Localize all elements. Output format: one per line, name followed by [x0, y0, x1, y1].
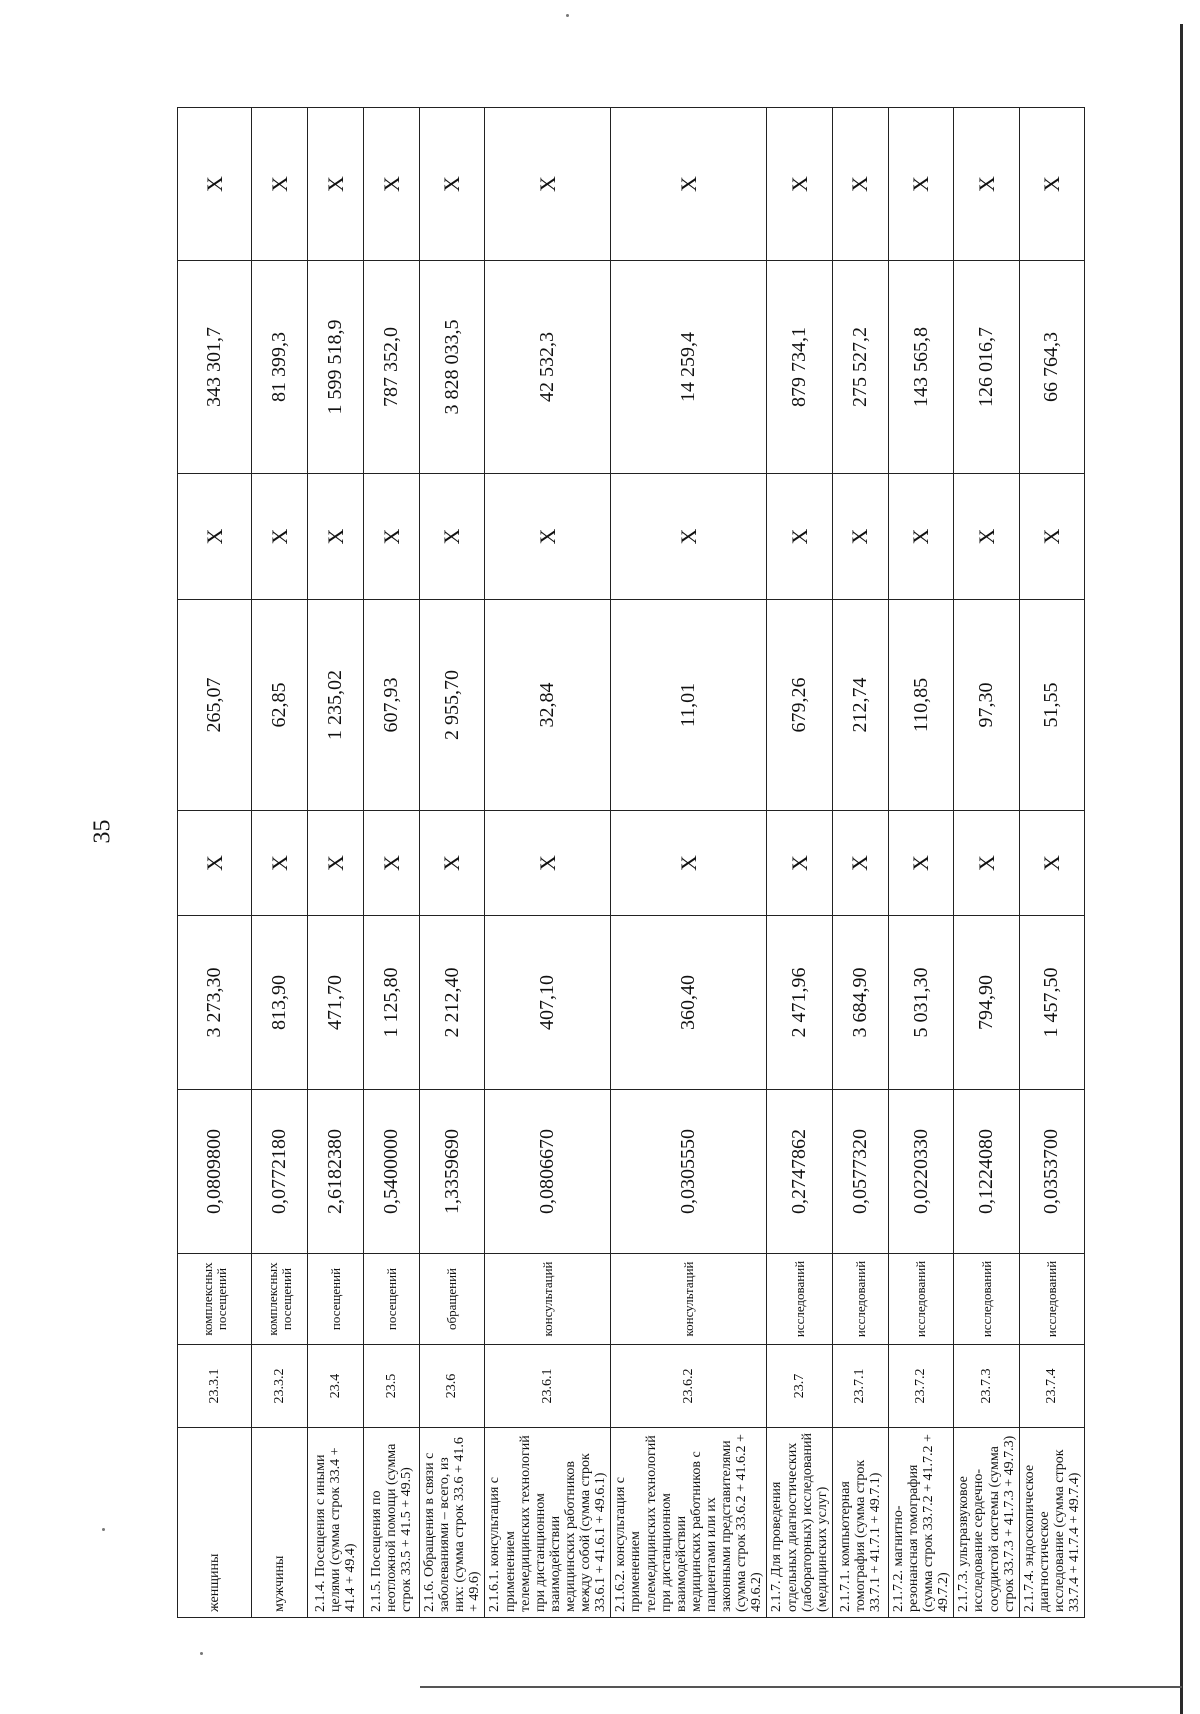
scan-speck — [102, 1528, 105, 1531]
row-name-cell: 2.1.7.1. компьютерная томография (сумма строк 33.7.1 + 41.7.1 + 49.7.1) — [832, 1428, 888, 1618]
na-mark-cell: Х — [888, 108, 953, 261]
na-mark-cell: Х — [832, 108, 888, 261]
table-row — [364, 108, 420, 1618]
na-mark-cell: Х — [308, 108, 364, 261]
row-code-cell: 23.5 — [364, 1345, 420, 1428]
na-mark-cell: Х — [485, 811, 611, 916]
per-capita-value-cell: 1 235,02 — [308, 600, 364, 811]
norm-value-cell: 0,1224080 — [954, 1090, 1019, 1254]
row-unit-cell: исследований — [888, 1254, 953, 1345]
row-name-cell: женщины — [178, 1428, 252, 1618]
norm-value-cell: 0,0305550 — [611, 1090, 767, 1254]
total-value-cell: 143 565,8 — [888, 261, 953, 474]
cost-value-cell: 3 273,30 — [178, 916, 252, 1090]
na-mark-cell: Х — [611, 108, 767, 261]
row-code-cell: 23.6.2 — [611, 1345, 767, 1428]
scan-edge-bottom — [420, 1686, 1182, 1688]
per-capita-value-cell: 97,30 — [954, 600, 1019, 811]
total-value-cell: 81 399,3 — [252, 261, 308, 474]
table-body — [178, 108, 1085, 1618]
per-capita-value-cell: 2 955,70 — [420, 600, 485, 811]
cost-value-cell: 1 125,80 — [364, 916, 420, 1090]
cost-value-cell: 471,70 — [308, 916, 364, 1090]
cost-value-cell: 1 457,50 — [1019, 916, 1084, 1090]
na-mark-cell: Х — [832, 811, 888, 916]
table-row — [832, 108, 888, 1618]
per-capita-value-cell: 212,74 — [832, 600, 888, 811]
na-mark-cell: Х — [832, 474, 888, 600]
row-unit-cell: посещений — [308, 1254, 364, 1345]
na-mark-cell: Х — [767, 108, 832, 261]
per-capita-value-cell: 51,55 — [1019, 600, 1084, 811]
table-row — [420, 108, 485, 1618]
norm-value-cell: 1,3359690 — [420, 1090, 485, 1254]
table-row — [252, 108, 308, 1618]
row-unit-cell: исследований — [767, 1254, 832, 1345]
row-name-cell: 2.1.6.2. консультация с применением телемедицинских технологий при дистанционном взаимодействии медицинских работников с пациентами или их законными представителями (сумма строк 33.6.2 + 41.6.2 + 49.6.2) — [611, 1428, 767, 1618]
row-unit-cell: обращений — [420, 1254, 485, 1345]
per-capita-value-cell: 62,85 — [252, 600, 308, 811]
table-row — [611, 108, 767, 1618]
norm-value-cell: 0,5400000 — [364, 1090, 420, 1254]
row-code-cell: 23.7 — [767, 1345, 832, 1428]
table-row — [485, 108, 611, 1618]
per-capita-value-cell: 32,84 — [485, 600, 611, 811]
na-mark-cell: Х — [420, 474, 485, 600]
na-mark-cell: Х — [767, 474, 832, 600]
row-name-cell: 2.1.6. Обращения в связи с заболеваниями – всего, из них: (сумма строк 33.6 + 41.6 + 49.6) — [420, 1428, 485, 1618]
na-mark-cell: Х — [767, 811, 832, 916]
norm-value-cell: 0,0220330 — [888, 1090, 953, 1254]
na-mark-cell: Х — [178, 108, 252, 261]
row-unit-cell: консультаций — [485, 1254, 611, 1345]
scan-speck — [200, 1652, 203, 1655]
na-mark-cell: Х — [308, 474, 364, 600]
table-row — [1019, 108, 1084, 1618]
row-name-cell: 2.1.7.3. ультразвуковое исследование сердечно-сосудистой системы (сумма строк 33.7.3 + 41.7.3 + 49.7.3) — [954, 1428, 1019, 1618]
na-mark-cell: Х — [252, 811, 308, 916]
row-code-cell: 23.6.1 — [485, 1345, 611, 1428]
total-value-cell: 66 764,3 — [1019, 261, 1084, 474]
total-value-cell: 1 599 518,9 — [308, 261, 364, 474]
total-value-cell: 3 828 033,5 — [420, 261, 485, 474]
row-name-cell: 2.1.4. Посещения с иными целями (сумма строк 33.4 + 41.4 + 49.4) — [308, 1428, 364, 1618]
na-mark-cell: Х — [364, 108, 420, 261]
total-value-cell: 879 734,1 — [767, 261, 832, 474]
table-row — [308, 108, 364, 1618]
norm-value-cell: 0,0353700 — [1019, 1090, 1084, 1254]
cost-value-cell: 2 212,40 — [420, 916, 485, 1090]
na-mark-cell: Х — [178, 474, 252, 600]
na-mark-cell: Х — [1019, 811, 1084, 916]
rotated-table-container — [177, 108, 1083, 1618]
norm-value-cell: 0,0577320 — [832, 1090, 888, 1254]
na-mark-cell: Х — [611, 474, 767, 600]
scan-speck — [566, 14, 569, 17]
row-name-cell: мужчины — [252, 1428, 308, 1618]
row-unit-cell: исследований — [1019, 1254, 1084, 1345]
na-mark-cell: Х — [485, 474, 611, 600]
row-code-cell: 23.3.2 — [252, 1345, 308, 1428]
data-table — [177, 107, 1085, 1618]
na-mark-cell: Х — [308, 811, 364, 916]
na-mark-cell: Х — [485, 108, 611, 261]
page-number: 35 — [89, 819, 116, 844]
row-code-cell: 23.3.1 — [178, 1345, 252, 1428]
na-mark-cell: Х — [954, 474, 1019, 600]
per-capita-value-cell: 607,93 — [364, 600, 420, 811]
cost-value-cell: 3 684,90 — [832, 916, 888, 1090]
table-row — [178, 108, 252, 1618]
row-code-cell: 23.7.1 — [832, 1345, 888, 1428]
na-mark-cell: Х — [954, 108, 1019, 261]
row-name-cell: 2.1.7. Для проведения отдельных диагностических (лабораторных) исследований (медицинских услуг) — [767, 1428, 832, 1618]
row-unit-cell: консультаций — [611, 1254, 767, 1345]
na-mark-cell: Х — [364, 474, 420, 600]
cost-value-cell: 407,10 — [485, 916, 611, 1090]
row-name-cell: 2.1.5. Посещения по неотложной помощи (сумма строк 33.5 + 41.5 + 49.5) — [364, 1428, 420, 1618]
row-unit-cell: комплексных посещений — [178, 1254, 252, 1345]
cost-value-cell: 2 471,96 — [767, 916, 832, 1090]
per-capita-value-cell: 679,26 — [767, 600, 832, 811]
cost-value-cell: 360,40 — [611, 916, 767, 1090]
total-value-cell: 787 352,0 — [364, 261, 420, 474]
total-value-cell: 14 259,4 — [611, 261, 767, 474]
norm-value-cell: 0,0772180 — [252, 1090, 308, 1254]
total-value-cell: 126 016,7 — [954, 261, 1019, 474]
na-mark-cell: Х — [888, 474, 953, 600]
per-capita-value-cell: 11,01 — [611, 600, 767, 811]
cost-value-cell: 813,90 — [252, 916, 308, 1090]
na-mark-cell: Х — [1019, 474, 1084, 600]
per-capita-value-cell: 110,85 — [888, 600, 953, 811]
norm-value-cell: 0,0809800 — [178, 1090, 252, 1254]
per-capita-value-cell: 265,07 — [178, 600, 252, 811]
na-mark-cell: Х — [420, 108, 485, 261]
na-mark-cell: Х — [1019, 108, 1084, 261]
row-code-cell: 23.7.4 — [1019, 1345, 1084, 1428]
row-unit-cell: посещений — [364, 1254, 420, 1345]
na-mark-cell: Х — [364, 811, 420, 916]
na-mark-cell: Х — [611, 811, 767, 916]
norm-value-cell: 0,0806670 — [485, 1090, 611, 1254]
na-mark-cell: Х — [178, 811, 252, 916]
total-value-cell: 42 532,3 — [485, 261, 611, 474]
row-code-cell: 23.4 — [308, 1345, 364, 1428]
norm-value-cell: 0,2747862 — [767, 1090, 832, 1254]
scan-edge-right — [1180, 24, 1183, 1714]
row-unit-cell: исследований — [832, 1254, 888, 1345]
row-code-cell: 23.6 — [420, 1345, 485, 1428]
table-row — [767, 108, 832, 1618]
table-row — [954, 108, 1019, 1618]
row-unit-cell: комплексных посещений — [252, 1254, 308, 1345]
norm-value-cell: 2,6182380 — [308, 1090, 364, 1254]
table-row — [888, 108, 953, 1618]
na-mark-cell: Х — [420, 811, 485, 916]
row-code-cell: 23.7.2 — [888, 1345, 953, 1428]
na-mark-cell: Х — [954, 811, 1019, 916]
row-name-cell: 2.1.7.2. магнитно-резонансная томография (сумма строк 33.7.2 + 41.7.2 + 49.7.2) — [888, 1428, 953, 1618]
na-mark-cell: Х — [252, 474, 308, 600]
row-name-cell: 2.1.7.4. эндоскопическое диагностическое исследование (сумма строк 33.7.4 + 41.7.4 + 49.7.4) — [1019, 1428, 1084, 1618]
row-name-cell: 2.1.6.1. консультация с применением телемедицинских технологий при дистанционном взаимодействии медицинских работников между собой (сумма строк 33.6.1 + 41.6.1 + 49.6.1) — [485, 1428, 611, 1618]
cost-value-cell: 5 031,30 — [888, 916, 953, 1090]
row-code-cell: 23.7.3 — [954, 1345, 1019, 1428]
na-mark-cell: Х — [888, 811, 953, 916]
total-value-cell: 275 527,2 — [832, 261, 888, 474]
row-unit-cell: исследований — [954, 1254, 1019, 1345]
cost-value-cell: 794,90 — [954, 916, 1019, 1090]
total-value-cell: 343 301,7 — [178, 261, 252, 474]
na-mark-cell: Х — [252, 108, 308, 261]
